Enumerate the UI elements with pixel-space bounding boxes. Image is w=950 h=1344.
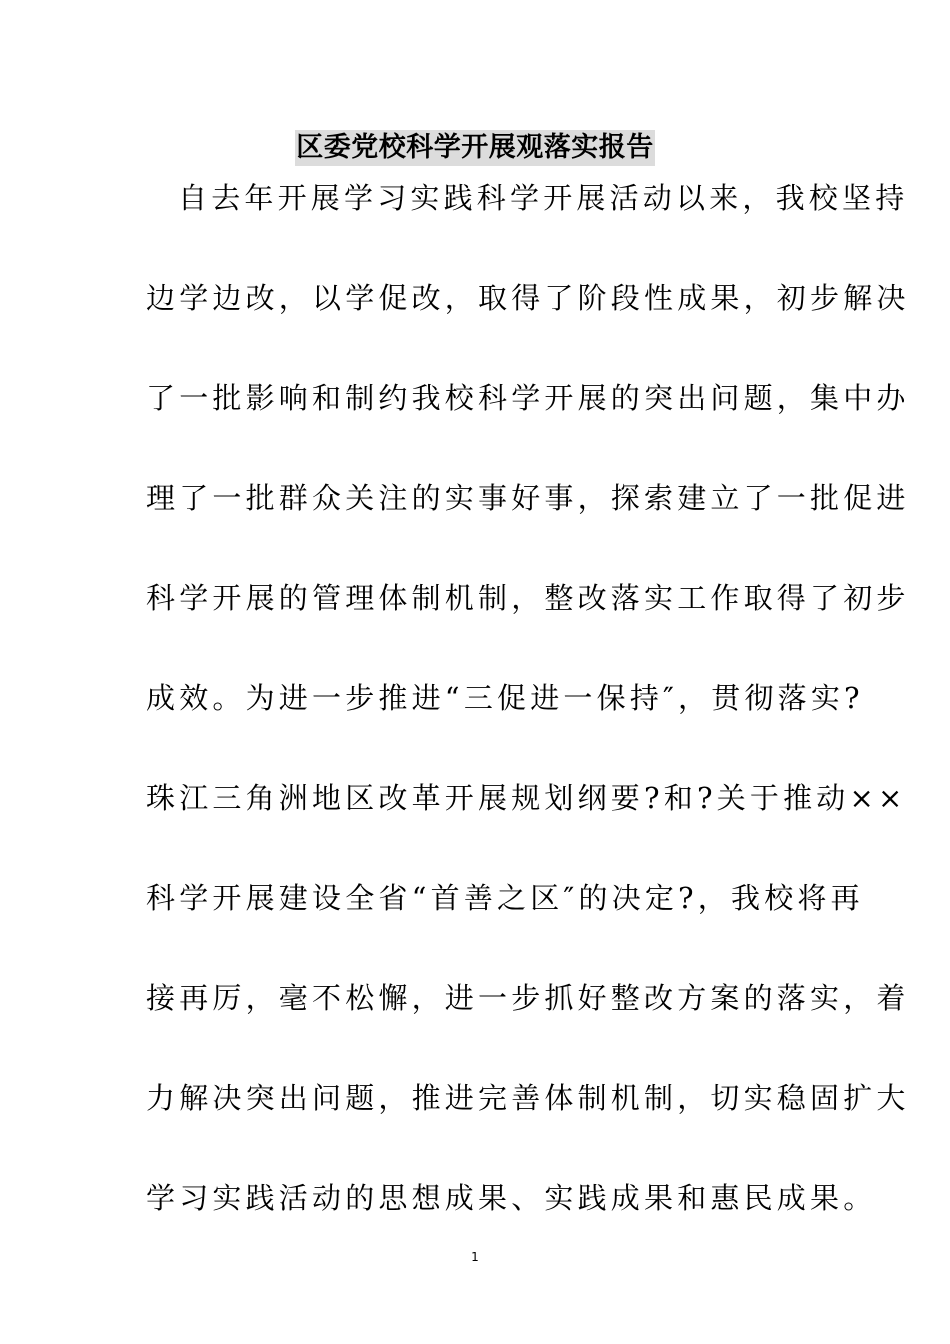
page-number: 1 [471, 1250, 479, 1264]
document-title: 区委党校科学开展观落实报告 [295, 130, 655, 166]
paragraph-line-10: 力解决突出问题，推进完善体制机制，切实稳固扩大 [146, 1081, 910, 1115]
paragraph-line-1: 自去年开展学习实践科学开展活动以来，我校坚持 [178, 181, 909, 215]
title-container [0, 130, 950, 166]
paragraph-line-2: 边学边改，以学促改，取得了阶段性成果，初步解决 [146, 281, 910, 315]
paragraph-line-4: 理了一批群众关注的实事好事，探索建立了一批促进 [146, 481, 910, 515]
paragraph-line-5: 科学开展的管理体制机制，整改落实工作取得了初步 [146, 581, 910, 615]
paragraph-line-11: 学习实践活动的思想成果、实践成果和惠民成果。 [146, 1181, 877, 1215]
paragraph-line-7: 珠江三角洲地区改革开展规划纲要?和?关于推动×× [146, 781, 907, 815]
paragraph-line-9: 接再厉，毫不松懈，进一步抓好整改方案的落实，着 [146, 981, 910, 1015]
paragraph-line-6: 成效。为进一步推进“三促进一保持″，贯彻落实? [146, 681, 864, 715]
paragraph-line-8: 科学开展建设全省“首善之区″的决定?，我校将再 [146, 881, 864, 915]
paragraph-line-3: 了一批影响和制约我校科学开展的突出问题，集中办 [146, 381, 910, 415]
